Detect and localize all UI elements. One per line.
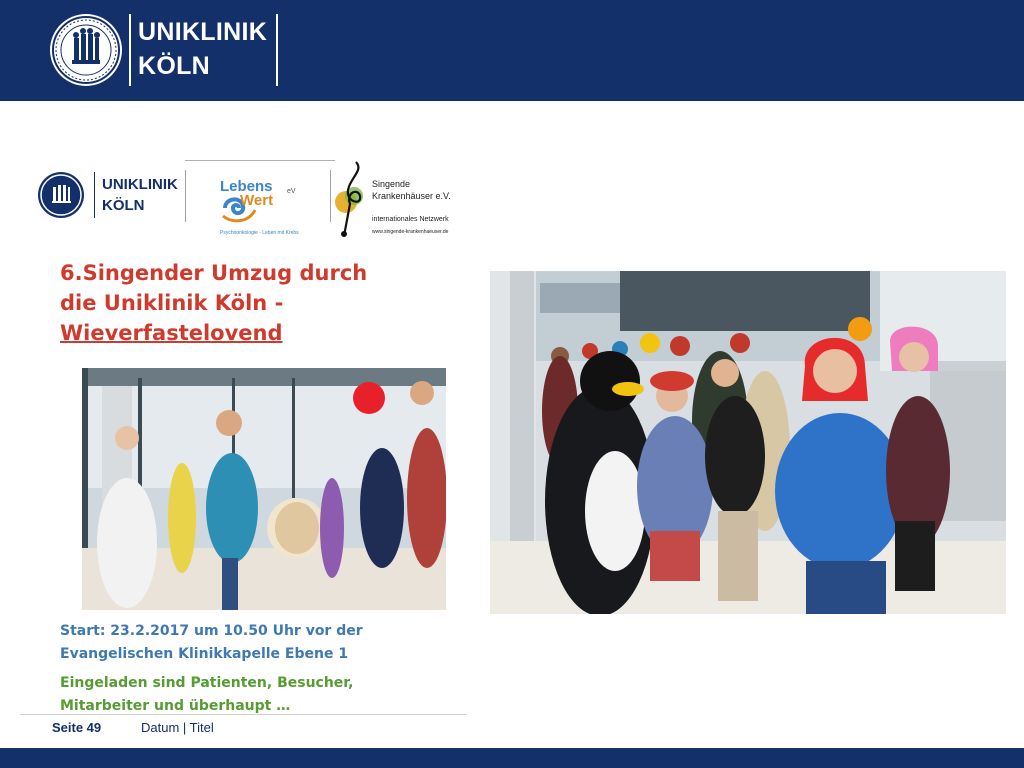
singende-network: internationales Netzwerk (372, 216, 449, 223)
header-bar (0, 0, 1024, 101)
lebenswert-ev: eV (287, 188, 296, 195)
flyer-start-info (60, 620, 460, 666)
treble-clef-icon (332, 156, 372, 241)
footer-bar (0, 748, 1024, 768)
brand-line-1: UNIKLINIK (138, 18, 268, 46)
university-seal-logo (50, 14, 122, 86)
singende-krankenhaeuser-logo (332, 156, 472, 241)
header-brand (138, 15, 267, 83)
flyer-logo-separator (185, 170, 186, 222)
brand-line-2: KÖLN (138, 52, 211, 80)
flyer-parade-photo (82, 368, 446, 610)
flyer-start-line1: Start: 23.2.2017 um 10.50 Uhr vor der (60, 623, 363, 639)
footer-rule (20, 714, 467, 715)
singende-name (372, 178, 451, 202)
lebenswert-word-1: Lebens (220, 178, 273, 195)
flyer-title-line1: 6.Singender Umzug durch (60, 261, 368, 285)
singende-line-2: Krankenhäuser e.V. (372, 191, 451, 201)
flyer-uniklinik-text (102, 174, 178, 216)
lebenswert-logo (215, 172, 325, 237)
flyer-invite-line2: Mitarbeiter und überhaupt … (60, 698, 291, 714)
header-divider-right (276, 14, 278, 86)
singende-line-1: Singende (372, 179, 411, 189)
flyer-logo-separator-2 (330, 170, 331, 222)
flyer-title-line2: die Uniklinik Köln - (60, 291, 284, 315)
flyer-invite-line1: Eingeladen sind Patienten, Besucher, (60, 675, 354, 691)
flyer-uniklinik-logo (36, 170, 186, 224)
date-title: Datum | Titel (141, 720, 214, 735)
lebenswert-word-2: Wert (240, 192, 274, 209)
flyer-title (60, 258, 460, 348)
flyer-top-rule (185, 160, 335, 161)
flyer-logo-divider (94, 172, 95, 218)
header-divider-left (129, 14, 131, 86)
flyer-uniklinik-line2: KÖLN (102, 197, 145, 214)
page-number: Seite 49 (52, 720, 102, 735)
flyer-uniklinik-line1: UNIKLINIK (102, 176, 178, 193)
lebenswert-subtitle: Psychoonkologie - Leben mit Krebs (220, 230, 299, 236)
singende-url: www.singende-krankenhaeuser.de (372, 229, 449, 235)
flyer-seal-icon (38, 172, 84, 218)
flyer-invitation (60, 672, 460, 718)
event-flyer (30, 150, 470, 715)
flyer-title-line3: Wieverfastelovend (60, 321, 283, 345)
flyer-start-line2: Evangelischen Klinikkapelle Ebene 1 (60, 646, 349, 662)
carnival-parade-photo (490, 271, 1006, 614)
